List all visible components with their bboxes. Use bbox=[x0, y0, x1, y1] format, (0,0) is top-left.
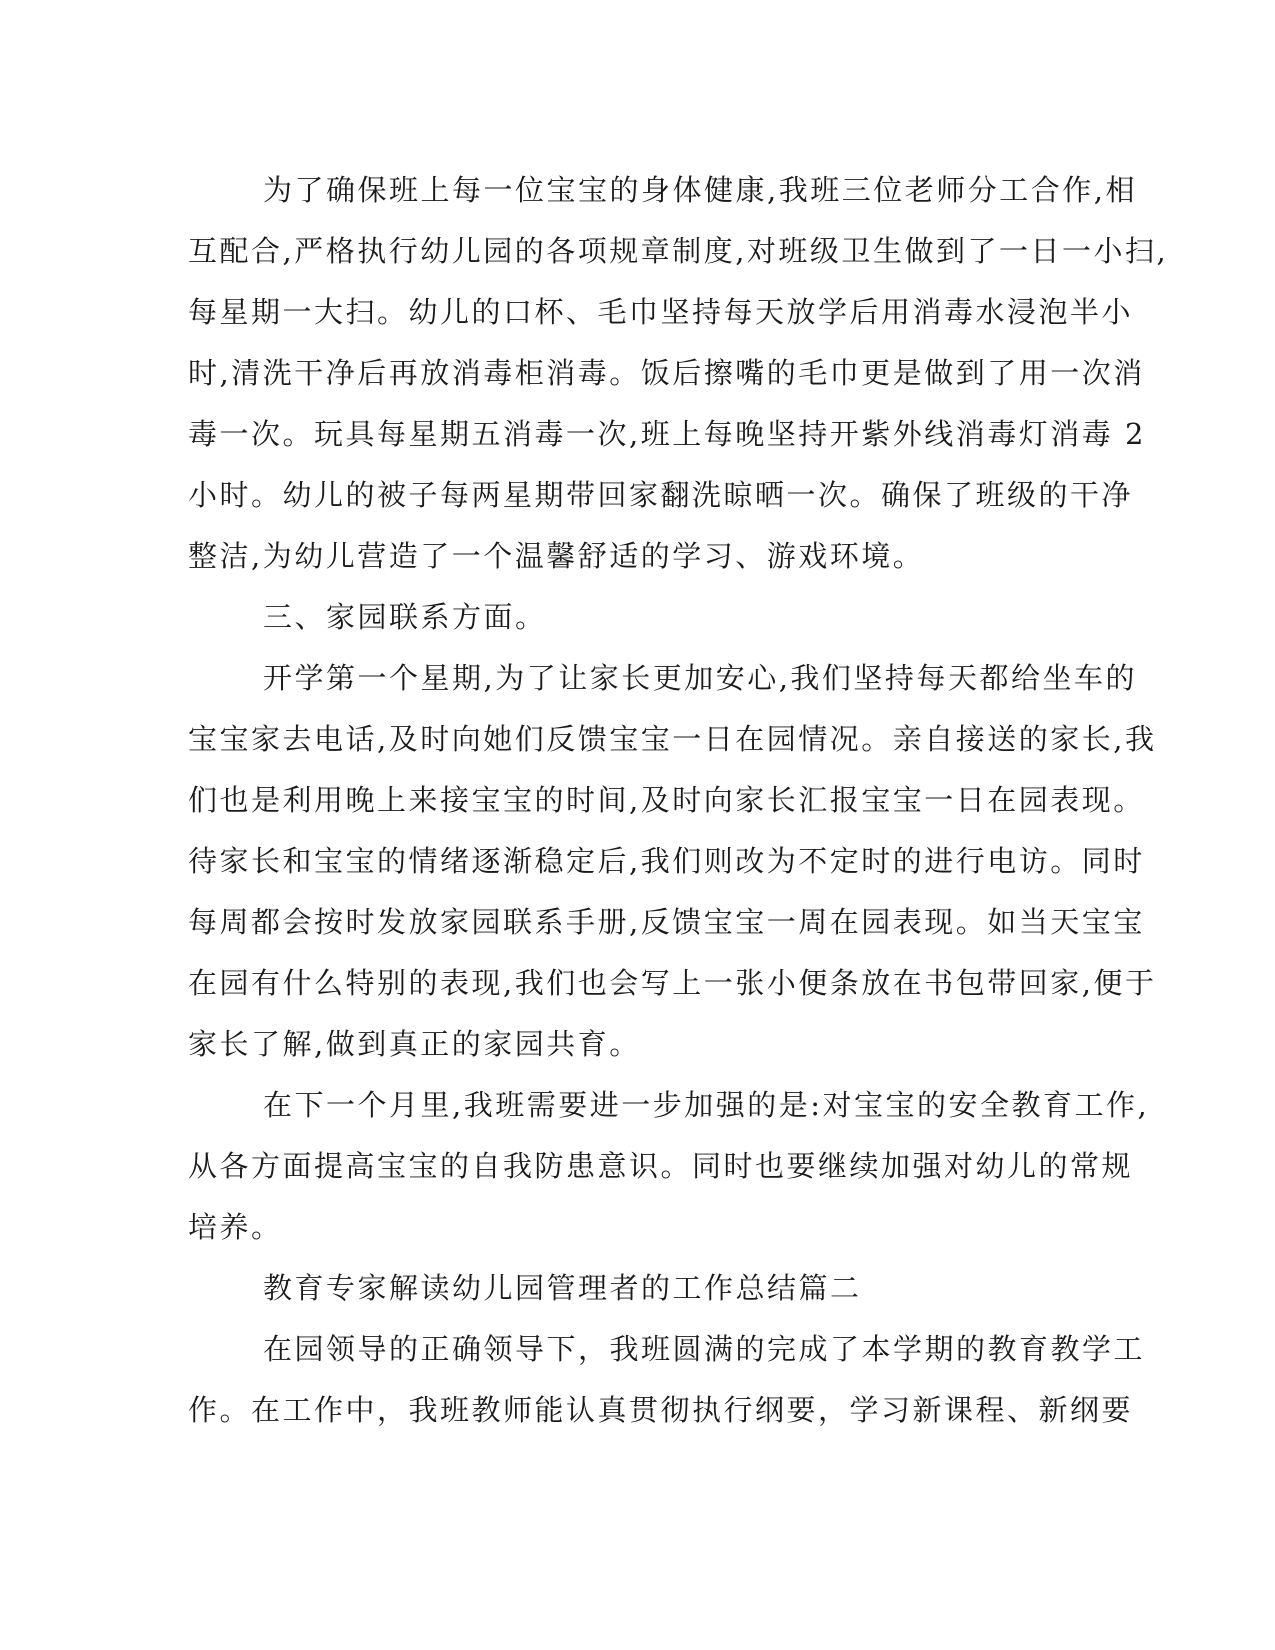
text-line: 为了确保班上每一位宝宝的身体健康,我班三位老师分工合作,相 bbox=[263, 173, 1137, 207]
text-line: 们也是利用晚上来接宝宝的时间,及时向家长汇报宝宝一日在园表现。 bbox=[188, 783, 1145, 817]
text-line: 家长了解,做到真正的家园共育。 bbox=[188, 1027, 641, 1061]
document-body bbox=[188, 160, 1169, 1441]
text-line: 整洁,为幼儿营造了一个温馨舒适的学习、游戏环境。 bbox=[188, 539, 925, 573]
section-heading: 三、家园联系方面。 bbox=[263, 600, 547, 634]
article-title: 教育专家解读幼儿园管理者的工作总结篇二 bbox=[263, 1271, 862, 1305]
text-line: 宝宝家去电话,及时向她们反馈宝宝一日在园情况。亲自接送的家长,我 bbox=[188, 722, 1157, 756]
text-line: 每周都会按时发放家园联系手册,反馈宝宝一周在园表现。如当天宝宝 bbox=[188, 905, 1145, 939]
text-line: 在下一个月里,我班需要进一步加强的是:对宝宝的安全教育工作, bbox=[263, 1088, 1150, 1122]
text-line: 在园有什么特别的表现,我们也会写上一张小便条放在书包带回家,便于 bbox=[188, 966, 1157, 1000]
text-line: 在园领导的正确领导下，我班圆满的完成了本学期的教育教学工 bbox=[263, 1332, 1146, 1366]
text-line: 开学第一个星期,为了让家长更加安心,我们坚持每天都给坐车的 bbox=[263, 661, 1137, 695]
text-line: 互配合,严格执行幼儿园的各项规章制度,对班级卫生做到了一日一小扫, bbox=[188, 234, 1169, 268]
text-line: 时,清洗干净后再放消毒柜消毒。饭后擦嘴的毛巾更是做到了用一次消 bbox=[188, 356, 1145, 390]
text-line: 作。在工作中，我班教师能认真贯彻执行纲要，学习新课程、新纲要 bbox=[188, 1393, 1134, 1427]
text-line: 待家长和宝宝的情绪逐渐稳定后,我们则改为不定时的进行电访。同时 bbox=[188, 844, 1145, 878]
text-line: 从各方面提高宝宝的自我防患意识。同时也要继续加强对幼儿的常规 bbox=[188, 1149, 1134, 1183]
text-line: 小时。幼儿的被子每两星期带回家翻洗晾晒一次。确保了班级的干净 bbox=[188, 478, 1134, 512]
text-line: 毒一次。玩具每星期五消毒一次,班上每晚坚持开紫外线消毒灯消毒 2 bbox=[188, 417, 1146, 451]
text-line: 每星期一大扫。幼儿的口杯、毛巾坚持每天放学后用消毒水浸泡半小 bbox=[188, 295, 1134, 329]
text-line: 培养。 bbox=[188, 1210, 283, 1244]
